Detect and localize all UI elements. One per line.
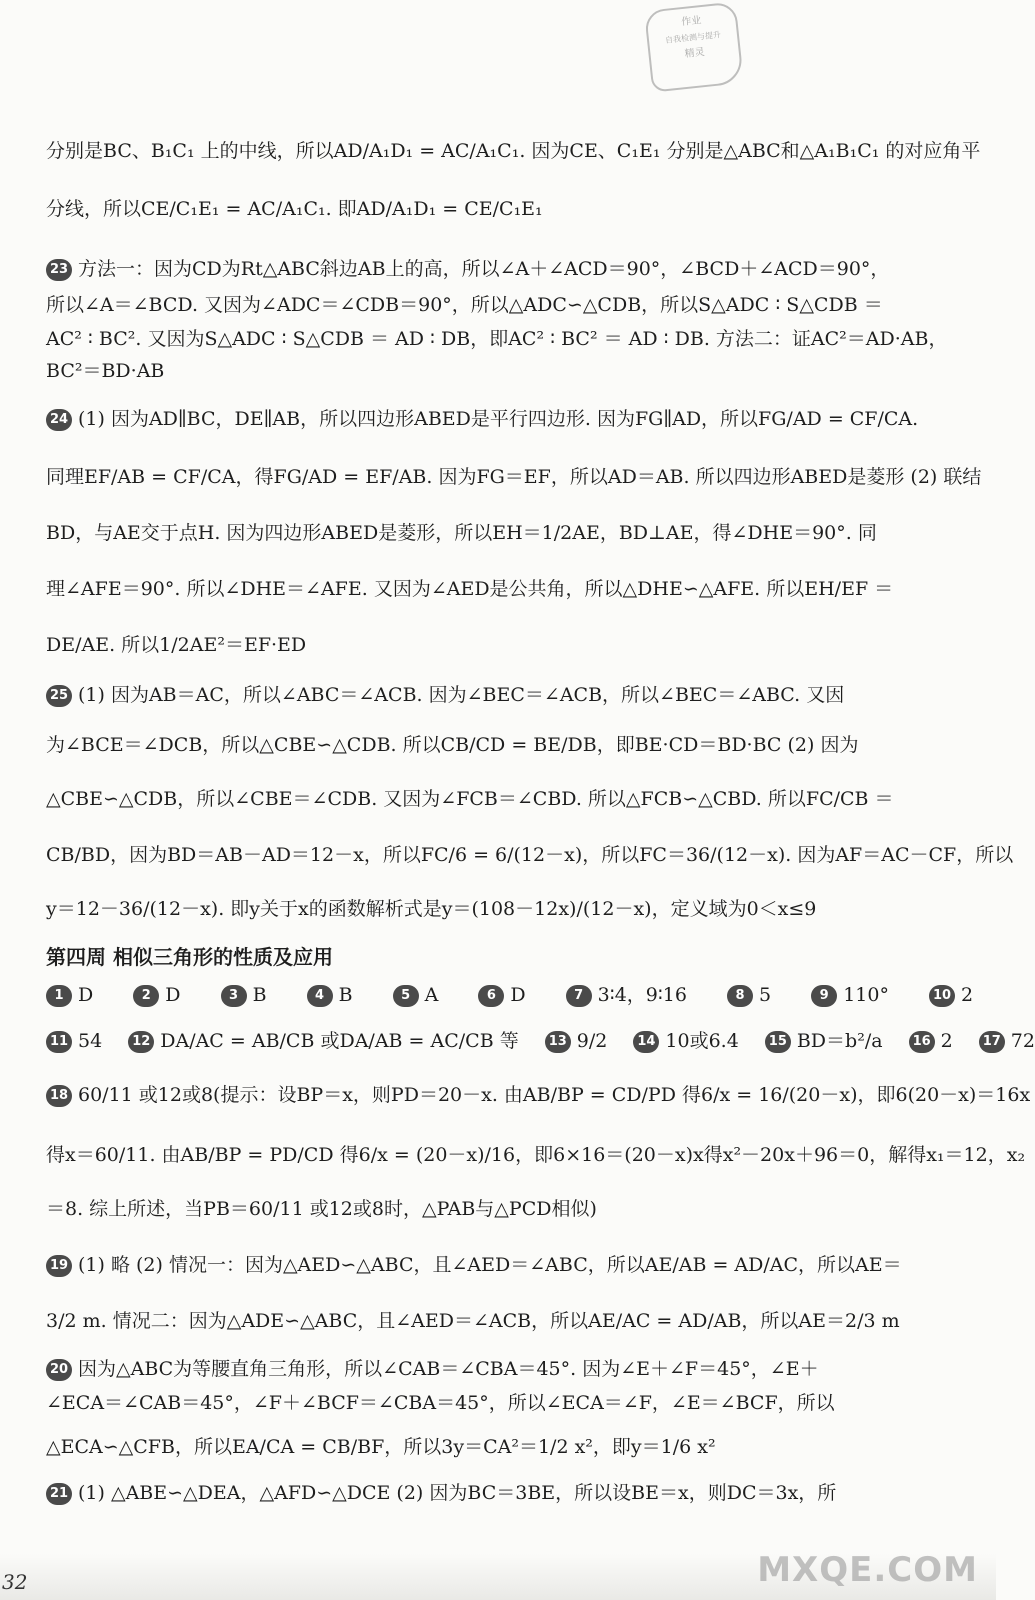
question-badge: 5 (393, 985, 419, 1007)
watermark: MXQE.COM (757, 1550, 978, 1590)
stamp-logo (644, 1, 744, 92)
text-line (46, 406, 918, 432)
question-badge: 16 (909, 1031, 935, 1053)
line-text: 因为△ABC为等腰直角三角形，所以∠CAB＝∠CBA＝45°. 因为∠E＋∠F＝45°，∠E＋ (78, 1358, 819, 1380)
text-line (46, 1082, 1030, 1108)
question-badge: 8 (727, 985, 753, 1007)
line-text: 60/11 或12或8(提示：设BP＝x，则PD＝20－x. 由AB/BP = CD/PD 得6/x = 16/(20－x)，即6(20－x)＝16x (78, 1084, 1031, 1106)
question-badge: 6 (478, 985, 504, 1007)
answer-value: D (165, 984, 181, 1006)
answers-row-1 (46, 982, 1007, 1008)
question-badge: 10 (929, 985, 955, 1007)
question-badge: 15 (765, 1031, 791, 1053)
stamp-line-2: 自我检测与提升 (664, 30, 722, 45)
line-text: 方法一：因为CD为Rt△ABC斜边AB上的高，所以∠A＋∠ACD＝90°，∠BCD＋∠ACD＝90°， (78, 258, 890, 280)
text-line: BC²＝BD·AB (46, 360, 165, 382)
text-line: AC² ∶ BC². 又因为S△ADC ∶ S△CDB ＝ AD ∶ DB，即AC² ∶ BC² ＝ AD ∶ DB. 方法二：证AC²＝AD·AB， (46, 328, 948, 350)
text-line: BD，与AE交于点H. 因为四边形ABED是菱形，所以EH＝1/2AE，BD⊥AE，得∠DHE＝90°. 同 (46, 522, 877, 544)
text-line: y＝12－36/(12－x). 即y关于x的函数解析式是y＝(108－12x)/(12－x)，定义域为0＜x≤9 (46, 898, 817, 920)
text-line: △ECA∽△CFB，所以EA/CA = CB/BF，所以3y＝CA²＝1/2 x²，即y＝1/6 x² (46, 1436, 716, 1458)
answer-value: BD＝b²/a (796, 1030, 883, 1052)
question-badge: 25 (46, 685, 72, 707)
text-line: DE/AE. 所以1/2AE²＝EF·ED (46, 634, 307, 656)
text-line: 为∠BCE＝∠DCB，所以△CBE∽△CDB. 所以CB/CD = BE/DB，即BE·CD＝BD·BC (2) 因为 (46, 734, 859, 756)
question-badge: 24 (46, 409, 72, 431)
text-line: △CBE∽△CDB，所以∠CBE＝∠CDB. 又因为∠FCB＝∠CBD. 所以△FCB∽△CBD. 所以FC/CB ＝ (46, 788, 894, 810)
answer-value: B (252, 984, 267, 1006)
text-line: 所以∠A＝∠BCD. 又因为∠ADC＝∠CDB＝90°，所以△ADC∽△CDB，所以S△ADC ∶ S△CDB ＝ (46, 294, 883, 316)
question-badge: 9 (811, 985, 837, 1007)
answer-value: 2 (940, 1030, 953, 1052)
question-badge: 4 (307, 985, 333, 1007)
text-line: 得x＝60/11. 由AB/BP = PD/CD 得6/x = (20－x)/16，即6×16＝(20－x)x得x²－20x＋96＝0，解得x₁＝12，x₂ (46, 1144, 1026, 1166)
question-badge: 7 (566, 985, 592, 1007)
line-text: (1) 因为AB＝AC，所以∠ABC＝∠ACB. 因为∠BEC＝∠ACB，所以∠BEC＝∠ABC. 又因 (78, 684, 845, 706)
question-badge: 19 (46, 1255, 72, 1277)
text-line: 分线，所以CE/C₁E₁ = AC/A₁C₁. 即AD/A₁D₁ = CE/C₁E₁ (46, 198, 543, 220)
text-line (46, 682, 844, 708)
answer-value: 72 (1010, 1030, 1035, 1052)
text-line (46, 1480, 836, 1506)
answer-value: A (424, 984, 439, 1006)
text-line (46, 1356, 819, 1382)
question-badge: 18 (46, 1085, 72, 1107)
section-heading: 第四周 相似三角形的性质及应用 (46, 945, 333, 969)
answer-value: 54 (78, 1030, 103, 1052)
question-badge: 14 (633, 1031, 659, 1053)
line-text: (1) 因为AD∥BC，DE∥AB，所以四边形ABED是平行四边形. 因为FG∥AD，所以FG/AD = CF/CA. (78, 408, 919, 430)
answer-value: D (78, 984, 94, 1006)
question-badge: 12 (128, 1031, 154, 1053)
line-text: (1) △ABE∽△DEA，△AFD∽△DCE (2) 因为BC＝3BE，所以设BE＝x，则DC＝3x，所 (78, 1482, 837, 1504)
answer-value: 5 (759, 984, 772, 1006)
text-line (46, 256, 889, 282)
text-line: 同理EF/AB = CF/CA，得FG/AD = EF/AB. 因为FG＝EF，所以AD＝AB. 所以四边形ABED是菱形 (2) 联结 (46, 466, 982, 488)
stamp-line-3: 精灵 (684, 46, 706, 60)
answers-row-2 (46, 1028, 1035, 1054)
line-text: (1) 略 (2) 情况一：因为△AED∽△ABC，且∠AED＝∠ABC，所以AE/AB = AD/AC，所以AE＝ (78, 1254, 902, 1276)
question-badge: 17 (979, 1031, 1005, 1053)
question-badge: 23 (46, 259, 72, 281)
question-badge: 3 (221, 985, 247, 1007)
question-badge: 1 (46, 985, 72, 1007)
question-badge: 20 (46, 1359, 72, 1381)
answer-value: 9/2 (576, 1030, 608, 1052)
text-line (46, 1252, 902, 1278)
question-badge: 21 (46, 1483, 72, 1505)
answer-value: 2 (961, 984, 974, 1006)
text-line: 理∠AFE＝90°. 所以∠DHE＝∠AFE. 又因为∠AED是公共角，所以△DHE∽△AFE. 所以EH/EF ＝ (46, 578, 894, 600)
text-line: CB/BD，因为BD＝AB－AD＝12－x，所以FC/6 = 6/(12－x)，所以FC＝36/(12－x). 因为AF＝AC－CF，所以 (46, 844, 1014, 866)
text-line: ∠ECA＝∠CAB＝45°，∠F＋∠BCF＝∠CBA＝45°，所以∠ECA＝∠F，∠E＝∠BCF，所以 (46, 1392, 835, 1414)
answer-value: 10或6.4 (665, 1030, 739, 1052)
answer-value: DA/AC = AB/CB 或DA/AB = AC/CB 等 (160, 1030, 519, 1052)
question-badge: 2 (133, 985, 159, 1007)
stamp-line-1: 作业 (680, 15, 702, 29)
page-number: 32 (2, 1570, 28, 1594)
answer-value: B (338, 984, 353, 1006)
answer-value: 110° (843, 984, 889, 1006)
text-line: 3/2 m. 情况二：因为△ADE∽△ABC，且∠AED＝∠ACB，所以AE/AC = AD/AB，所以AE＝2/3 m (46, 1310, 900, 1332)
text-line: 分别是BC、B₁C₁ 上的中线，所以AD/A₁D₁ = AC/A₁C₁. 因为CE、C₁E₁ 分别是△ABC和△A₁B₁C₁ 的对应角平 (46, 140, 981, 162)
text-line: ＝8. 综上所述，当PB＝60/11 或12或8时，△PAB与△PCD相似) (46, 1198, 597, 1220)
question-badge: 13 (545, 1031, 571, 1053)
answer-value: 3∶4，9∶16 (597, 984, 687, 1006)
question-badge: 11 (46, 1031, 72, 1053)
answer-value: D (510, 984, 526, 1006)
